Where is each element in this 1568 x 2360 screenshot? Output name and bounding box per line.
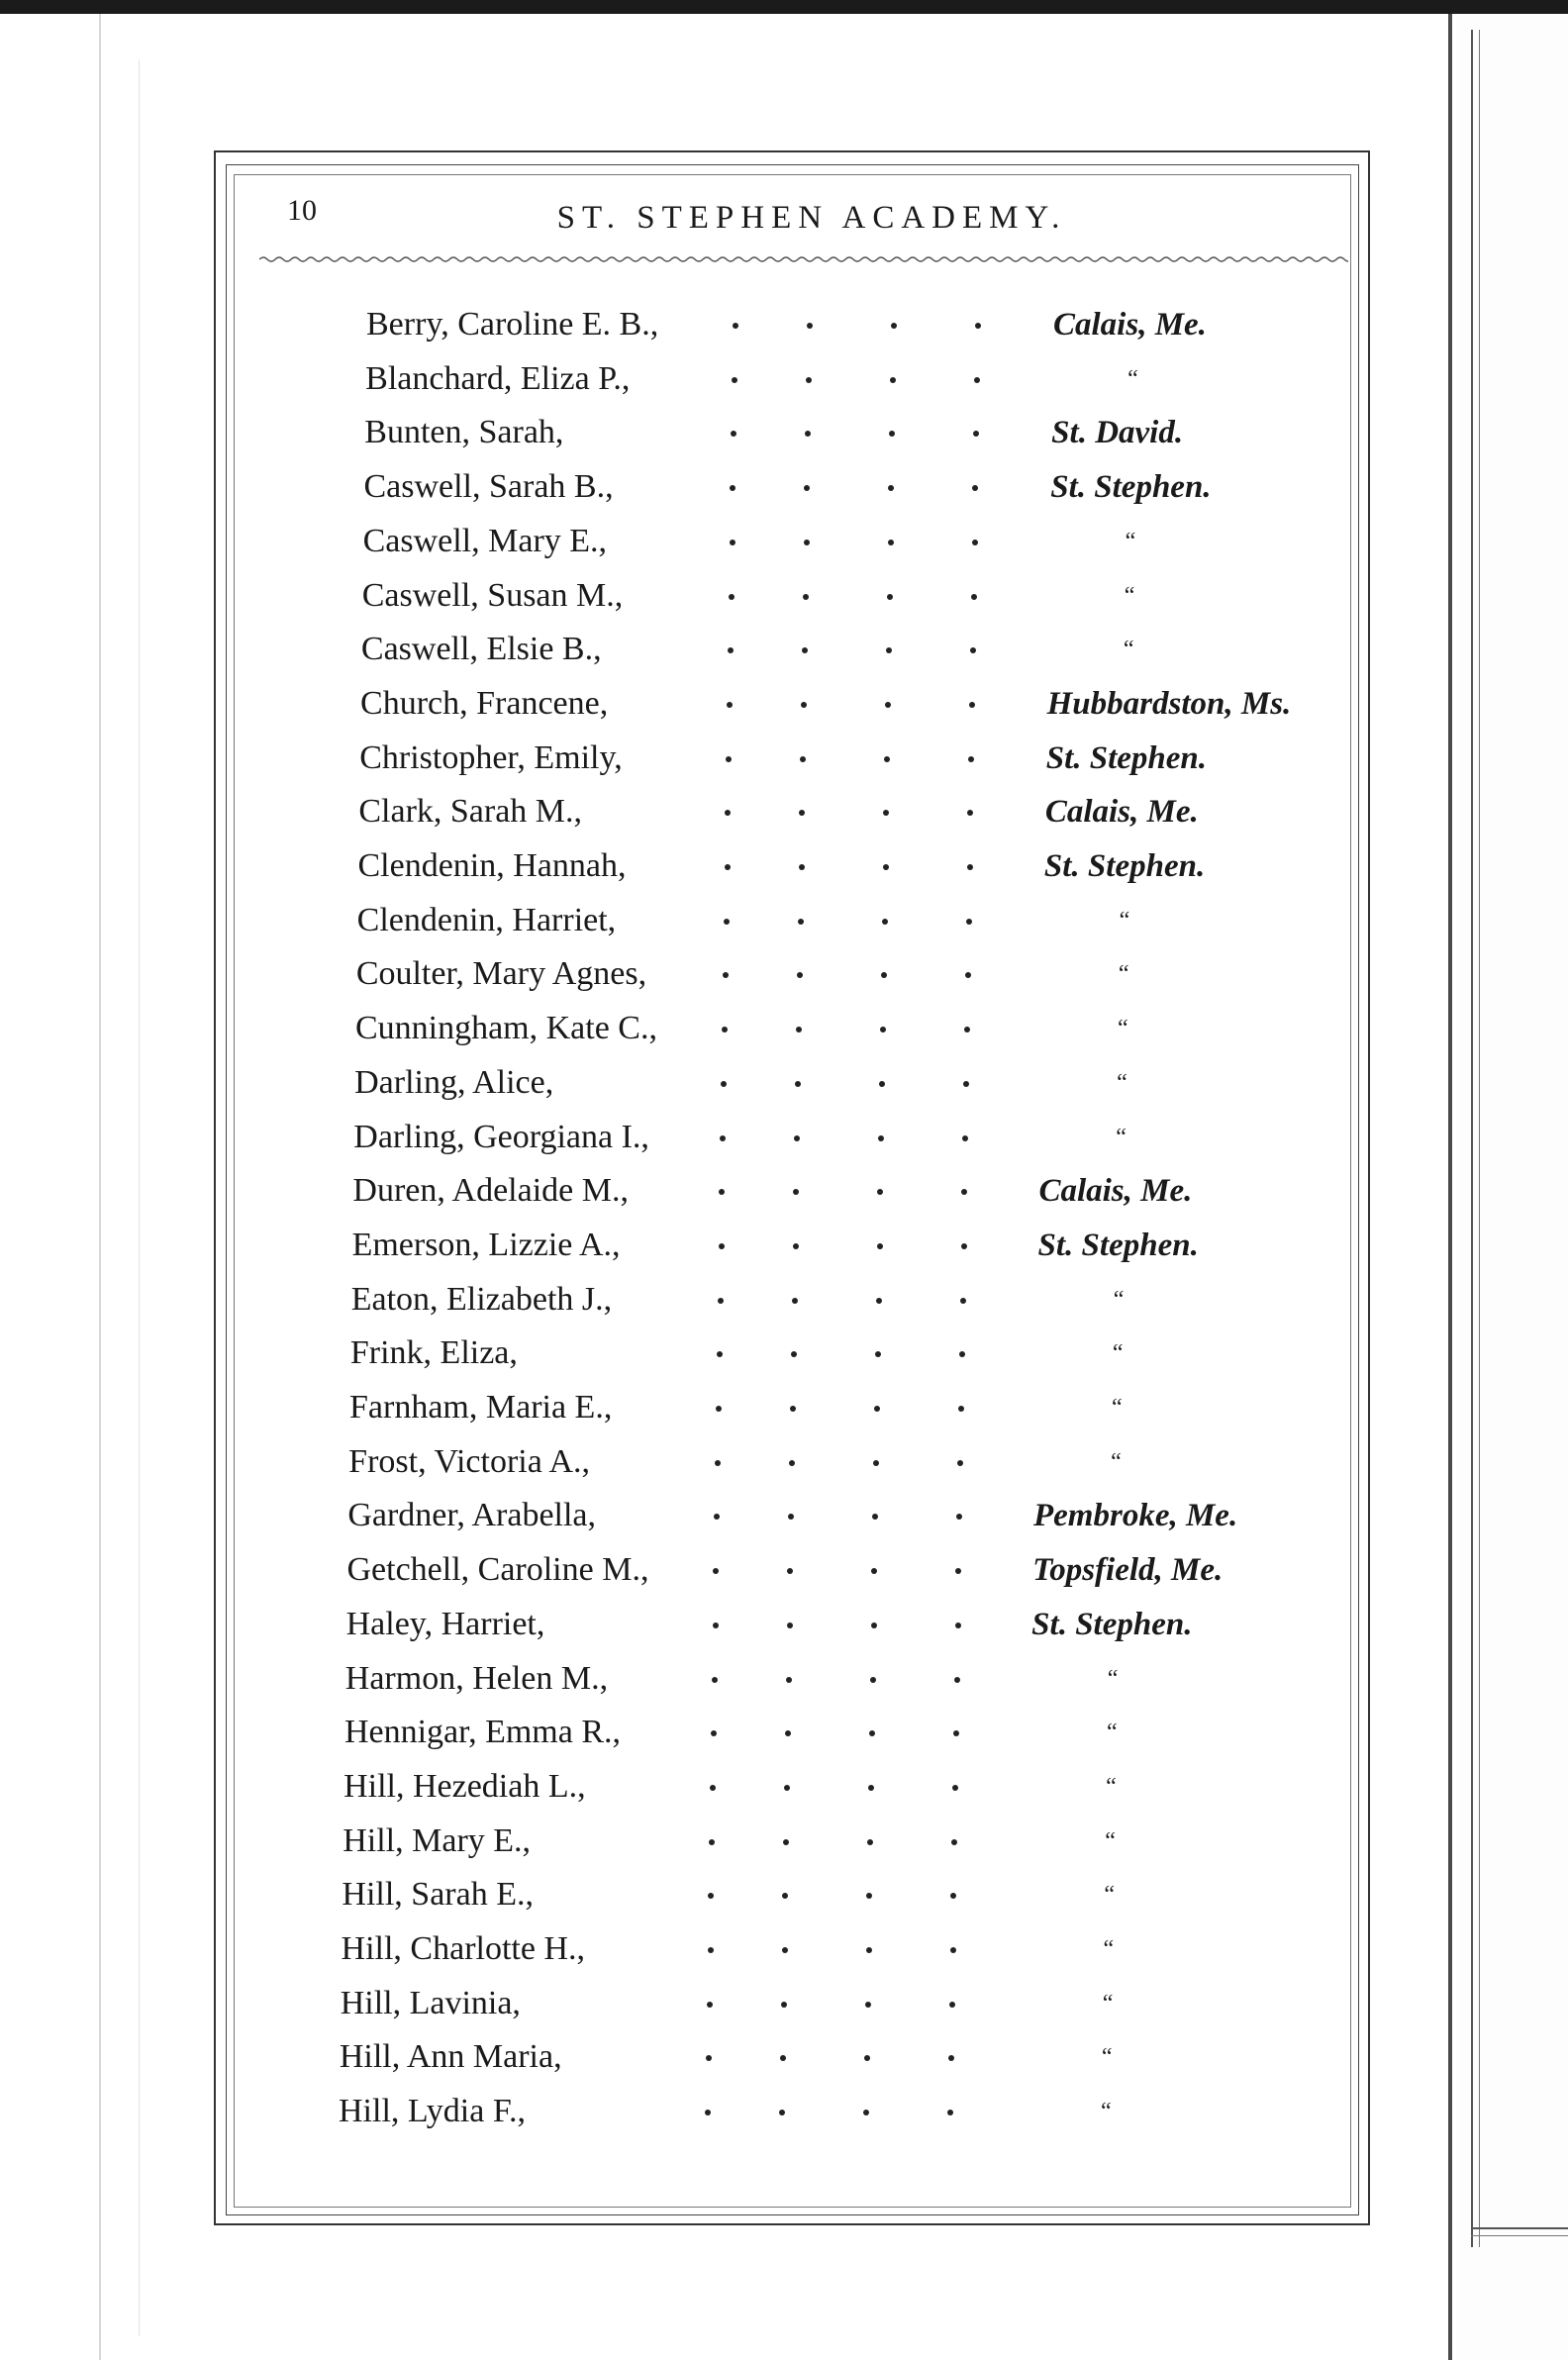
leader-dot (950, 1893, 956, 1899)
leader-dot (972, 540, 978, 545)
leader-dot (711, 1730, 717, 1736)
leader-dot (779, 2110, 785, 2115)
leader-dot (707, 2002, 713, 2008)
leader-dot (799, 864, 805, 870)
leader-dot (876, 1298, 882, 1304)
ditto-mark: “ (1127, 365, 1138, 392)
leader-dot (782, 1947, 788, 1953)
leader-dot (870, 1677, 876, 1683)
leader-dot (866, 1947, 872, 1953)
leader-dot (974, 377, 980, 383)
leader-dot (721, 1081, 727, 1087)
leader-dot (949, 2002, 955, 2008)
leader-dot (967, 810, 973, 816)
student-name: Caswell, Susan M., (361, 576, 624, 614)
leader-dot (725, 864, 731, 870)
leader-dot (796, 1027, 802, 1032)
leader-dot (877, 1243, 883, 1249)
leader-dot (867, 1839, 873, 1845)
leader-dot (716, 1406, 722, 1412)
leader-dot (869, 1730, 875, 1736)
list-item (0, 950, 1568, 998)
leader-dot (875, 1351, 881, 1357)
leader-dot (720, 1135, 726, 1141)
list-item (0, 1601, 1568, 1648)
leader-dot (801, 702, 807, 708)
student-name: Duren, Adelaide M., (352, 1172, 629, 1210)
list-item (0, 2033, 1568, 2081)
leader-dot (708, 1893, 714, 1899)
leader-dot (948, 2055, 954, 2061)
list-item (0, 1222, 1568, 1269)
student-name: Harmon, Helen M., (344, 1659, 609, 1697)
leader-dot (780, 2055, 786, 2061)
student-name: Blanchard, Eliza P., (365, 359, 631, 397)
leader-dot (804, 540, 810, 545)
leader-dot (705, 2110, 711, 2115)
ditto-mark: “ (1124, 582, 1135, 609)
leader-dot (807, 323, 813, 329)
leader-dot (715, 1460, 721, 1466)
leader-dot (863, 2110, 869, 2115)
leader-dot (865, 2002, 871, 2008)
leader-dot (713, 1568, 719, 1574)
student-name: Bunten, Sarah, (364, 414, 564, 451)
leader-dot (889, 431, 895, 437)
residence: St. Stephen. (1037, 1227, 1199, 1263)
residence: Calais, Me. (1053, 307, 1207, 343)
leader-dot (970, 647, 976, 653)
student-name: Farnham, Maria E., (349, 1389, 613, 1426)
leader-dot (967, 864, 973, 870)
leader-dot (956, 1514, 962, 1520)
ditto-mark: “ (1102, 1990, 1114, 2016)
leader-dot (891, 323, 897, 329)
leader-dot (795, 1081, 801, 1087)
leader-dot (792, 1298, 798, 1304)
leader-dot (730, 540, 735, 545)
student-name: Hennigar, Emma R., (343, 1714, 622, 1751)
leader-dot (805, 431, 811, 437)
leader-dot (787, 1568, 793, 1574)
leader-dot (886, 647, 892, 653)
leader-dot (794, 1135, 800, 1141)
leader-dot (883, 864, 889, 870)
list-item (0, 1167, 1568, 1215)
leader-dot (888, 540, 894, 545)
leader-dot (797, 972, 803, 978)
student-name: Hill, Lavinia, (340, 1984, 521, 2021)
leader-dot (955, 1622, 961, 1628)
leader-dot (728, 647, 734, 653)
list-item (0, 735, 1568, 782)
leader-dot (786, 1677, 792, 1683)
ditto-mark: “ (1103, 1936, 1115, 1962)
list-item (0, 409, 1568, 456)
leader-dot (788, 1514, 794, 1520)
leader-dot (729, 594, 735, 600)
student-name: Haley, Harriet, (345, 1605, 545, 1642)
leader-dot (710, 1785, 716, 1791)
leader-dot (873, 1460, 879, 1466)
ditto-mark: “ (1117, 1069, 1127, 1096)
student-name: Darling, Alice, (354, 1063, 554, 1101)
leader-dot (957, 1460, 963, 1466)
student-name: Hill, Charlotte H., (341, 1930, 585, 1967)
ditto-mark: “ (1123, 637, 1134, 663)
leader-dot (963, 1081, 969, 1087)
leader-dot (961, 1189, 967, 1195)
student-name: Coulter, Mary Agnes, (355, 955, 647, 993)
leader-dot (726, 756, 732, 762)
leader-dot (706, 2055, 712, 2061)
ditto-mark: “ (1112, 1395, 1123, 1421)
list-item (0, 1546, 1568, 1594)
leader-dot (962, 1135, 968, 1141)
ditto-mark: “ (1104, 1882, 1116, 1909)
leader-dot (727, 702, 733, 708)
student-name: Frost, Victoria A., (348, 1442, 590, 1480)
leader-dot (971, 594, 977, 600)
ditto-mark: “ (1107, 1665, 1119, 1692)
list-item (0, 518, 1568, 565)
leader-dot (972, 485, 978, 491)
leader-dot (793, 1243, 799, 1249)
residence: St. Stephen. (1031, 1606, 1193, 1642)
leader-dot (791, 1351, 797, 1357)
residence: St. Stephen. (1045, 739, 1208, 776)
leader-dot (871, 1568, 877, 1574)
leader-dot (885, 702, 891, 708)
leader-dot (713, 1622, 719, 1628)
student-name: Hill, Lydia F., (339, 2093, 527, 2130)
residence: Calais, Me. (1038, 1173, 1193, 1210)
leader-dot (722, 1027, 728, 1032)
list-item (0, 897, 1568, 944)
leader-dot (964, 1027, 970, 1032)
residence: Pembroke, Me. (1033, 1498, 1238, 1534)
leader-dot (881, 972, 887, 978)
leader-dot (882, 919, 888, 925)
list-item (0, 572, 1568, 620)
student-name: Hill, Mary E., (343, 1821, 532, 1859)
leader-dot (960, 1298, 966, 1304)
leader-dot (950, 1947, 956, 1953)
leader-dot (877, 1189, 883, 1195)
leader-dot (787, 1622, 793, 1628)
leader-dot (782, 1893, 788, 1899)
leader-dot (719, 1243, 725, 1249)
leader-dot (785, 1730, 791, 1736)
list-item (0, 463, 1568, 511)
list-item (0, 1871, 1568, 1918)
residence: Hubbardston, Ms. (1046, 685, 1292, 722)
leader-dot (953, 1730, 959, 1736)
leader-dot (975, 323, 981, 329)
leader-dot (968, 756, 974, 762)
ditto-mark: “ (1117, 1016, 1128, 1042)
leader-dot (951, 1839, 957, 1845)
list-item (0, 2088, 1568, 2135)
leader-dot (712, 1677, 718, 1683)
leader-dot (955, 1568, 961, 1574)
ditto-mark: “ (1106, 1720, 1118, 1746)
student-name: Emerson, Lizzie A., (351, 1226, 621, 1263)
leader-dot (790, 1406, 796, 1412)
ditto-mark: “ (1111, 1448, 1122, 1475)
leader-dot (708, 1947, 714, 1953)
leader-dot (718, 1298, 724, 1304)
student-name: Darling, Georgiana I., (353, 1118, 649, 1155)
leader-dot (733, 323, 738, 329)
leader-dot (730, 485, 735, 491)
list-item (0, 1980, 1568, 2027)
leader-dot (879, 1081, 885, 1087)
leader-dot (803, 594, 809, 600)
leader-dot (883, 810, 889, 816)
leader-dot (887, 594, 893, 600)
student-name: Caswell, Elsie B., (360, 631, 602, 668)
leader-dot (969, 702, 975, 708)
list-item (0, 788, 1568, 836)
list-item (0, 1818, 1568, 1865)
leader-dot (868, 1785, 874, 1791)
list-item (0, 1114, 1568, 1161)
running-head: ST. STEPHEN ACADEMY. (556, 200, 1067, 236)
list-item (0, 1492, 1568, 1539)
list-item (0, 1059, 1568, 1107)
leader-dot (866, 1893, 872, 1899)
student-name: Clendenin, Harriet, (356, 901, 617, 938)
leader-dot (802, 647, 808, 653)
leader-dot (888, 485, 894, 491)
residence: St. David. (1051, 415, 1184, 451)
leader-dot (890, 377, 896, 383)
student-name: Eaton, Elizabeth J., (350, 1280, 613, 1318)
list-item (0, 1709, 1568, 1756)
list-item (0, 1005, 1568, 1052)
leader-dot (781, 2002, 787, 2008)
leader-dot (874, 1406, 880, 1412)
list-item (0, 680, 1568, 728)
student-name: Getchell, Caroline M., (346, 1551, 649, 1589)
student-name: Hill, Ann Maria, (339, 2038, 562, 2076)
leader-dot (719, 1189, 725, 1195)
leader-dot (799, 810, 805, 816)
ditto-mark: “ (1106, 1773, 1117, 1800)
leader-dot (724, 919, 730, 925)
leader-dot (878, 1135, 884, 1141)
leader-dot (731, 431, 736, 437)
list-item (0, 1329, 1568, 1377)
leader-dot (714, 1514, 720, 1520)
residence: St. Stephen. (1050, 469, 1212, 506)
student-name: Clark, Sarah M., (358, 793, 583, 831)
leader-dot (800, 756, 806, 762)
ditto-mark: “ (1101, 2099, 1112, 2125)
residence: St. Stephen. (1043, 848, 1206, 884)
page-number: 10 (287, 194, 317, 227)
leader-dot (880, 1027, 886, 1032)
student-name: Hill, Sarah E., (342, 1876, 534, 1914)
leader-dot (709, 1839, 715, 1845)
leader-dot (864, 2055, 870, 2061)
ditto-mark: “ (1119, 907, 1130, 934)
leader-dot (871, 1622, 877, 1628)
leader-dot (973, 431, 979, 437)
leader-dot (961, 1243, 967, 1249)
leader-dot (798, 919, 804, 925)
ditto-mark: “ (1112, 1340, 1124, 1367)
list-item (0, 1655, 1568, 1703)
leader-dot (784, 1785, 790, 1791)
list-item (0, 301, 1568, 348)
leader-dot (952, 1785, 958, 1791)
leader-dot (872, 1514, 878, 1520)
list-item (0, 1763, 1568, 1811)
list-item (0, 1384, 1568, 1431)
leader-dot (804, 485, 810, 491)
leader-dot (965, 972, 971, 978)
leader-dot (806, 377, 812, 383)
ditto-mark: “ (1116, 1124, 1127, 1150)
list-item (0, 355, 1568, 403)
leader-dot (954, 1677, 960, 1683)
leader-dot (783, 1839, 789, 1845)
student-name: Cunningham, Kate C., (354, 1010, 657, 1047)
student-name: Frink, Eliza, (349, 1334, 518, 1372)
student-name: Berry, Caroline E. B., (366, 306, 659, 343)
ditto-mark: “ (1113, 1286, 1125, 1313)
leader-dot (789, 1460, 795, 1466)
student-name: Clendenin, Hannah, (357, 847, 627, 884)
list-item (0, 626, 1568, 673)
list-item (0, 842, 1568, 890)
student-name: Hill, Hezediah L., (343, 1767, 586, 1805)
residence: Topsfield, Me. (1032, 1552, 1224, 1589)
list-item (0, 1925, 1568, 1973)
leader-dot (723, 972, 729, 978)
leader-dot (958, 1406, 964, 1412)
ditto-mark: “ (1118, 961, 1129, 988)
leader-dot (884, 756, 890, 762)
ditto-mark: “ (1125, 528, 1136, 554)
leader-dot (793, 1189, 799, 1195)
student-name: Caswell, Mary E., (362, 522, 608, 559)
residence: Calais, Me. (1044, 794, 1199, 831)
student-name: Caswell, Sarah B., (363, 468, 614, 506)
leader-dot (959, 1351, 965, 1357)
leader-dot (732, 377, 737, 383)
leader-dot (947, 2110, 953, 2115)
student-name: Christopher, Emily, (359, 738, 623, 776)
ditto-mark: “ (1105, 1827, 1116, 1854)
student-name: Church, Francene, (360, 684, 609, 722)
student-name: Gardner, Arabella, (347, 1497, 597, 1534)
list-item (0, 1438, 1568, 1486)
list-item (0, 1276, 1568, 1324)
leader-dot (725, 810, 731, 816)
leader-dot (717, 1351, 723, 1357)
leader-dot (966, 919, 972, 925)
ditto-mark: “ (1101, 2044, 1113, 2071)
